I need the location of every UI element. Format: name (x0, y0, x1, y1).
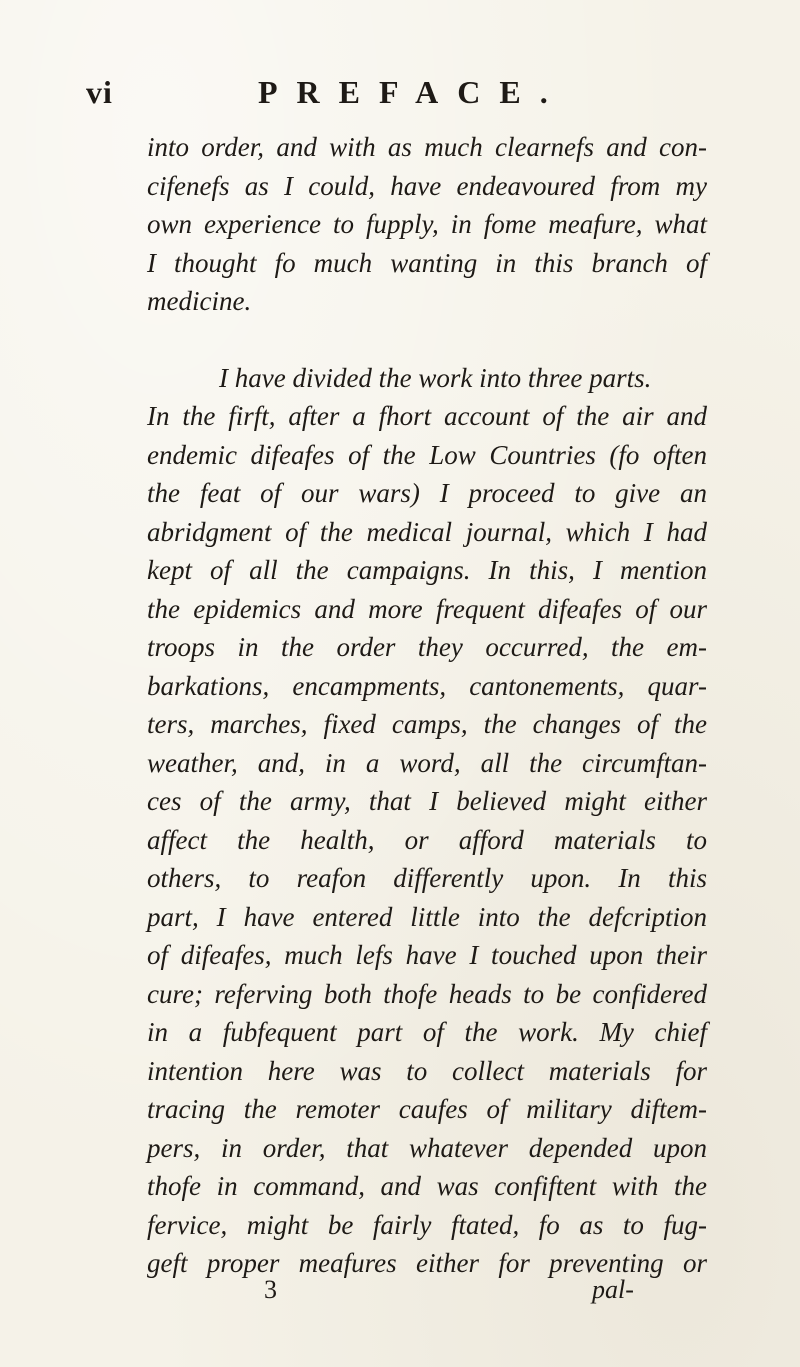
text-line: others, to reafon differently upon. In this (147, 863, 707, 893)
running-title: PREFACE. (258, 74, 567, 110)
text-line: endemic difeafes of the Low Countries (fo often (147, 439, 707, 470)
text-line: thofe in command, and was confiftent with the (147, 1171, 707, 1201)
text-line: geft proper meafures either for preventing or (147, 1248, 707, 1278)
catchword: pal- (592, 1275, 634, 1304)
text-line: the feat of our wars) I proceed to give an (147, 478, 707, 508)
text-line: intention here was to collect materials for (147, 1055, 707, 1086)
signature-mark: 3 (264, 1275, 277, 1304)
text-line: cifenefs as I could, have endeavoured from my (147, 170, 707, 201)
text-line: troops in the order they occurred, the em- (147, 632, 707, 662)
text-line: the epidemics and more frequent difeafes of our (147, 593, 707, 624)
text-line: I have divided the work into three parts. (219, 362, 652, 393)
text-line: fervice, might be fairly ftated, fo as to fug- (147, 1209, 707, 1240)
text-line: into order, and with as much clearnefs and con- (147, 132, 707, 162)
paragraph (147, 359, 707, 1283)
page-number: vi (86, 74, 113, 110)
text-line: weather, and, in a word, all the circumftan- (147, 747, 707, 778)
text-line: affect the health, or afford materials to (147, 824, 707, 855)
paragraph-gap (147, 321, 707, 359)
paragraph (147, 128, 707, 321)
text-line: own experience to fupply, in fome meafure, what (147, 209, 707, 239)
text-line: kept of all the campaigns. In this, I mention (147, 555, 707, 585)
text-line: abridgment of the medical journal, which I had (147, 516, 707, 547)
text-line: part, I have entered little into the defcription (147, 901, 707, 932)
catchline (0, 1275, 800, 1309)
text-line: ces of the army, that I believed might either (147, 786, 707, 816)
text-line: tracing the remoter caufes of military diftem- (147, 1094, 707, 1124)
text-line: in a fubfequent part of the work. My chief (147, 1017, 707, 1047)
text-line: ters, marches, fixed camps, the changes of the (147, 709, 707, 739)
text-line: pers, in order, that whatever depended upon (147, 1132, 707, 1163)
text-line: medicine. (147, 286, 252, 316)
text-line: In the firft, after a fhort account of the air and (147, 401, 707, 431)
body-text (147, 128, 707, 1283)
text-line: I thought fo much wanting in this branch of (147, 247, 707, 278)
text-line: of difeafes, much lefs have I touched upon their (147, 940, 707, 970)
running-head (0, 74, 800, 114)
text-line: cure; referving both thofe heads to be confidered (147, 978, 707, 1009)
text-line: barkations, encampments, cantonements, quar- (147, 670, 707, 701)
